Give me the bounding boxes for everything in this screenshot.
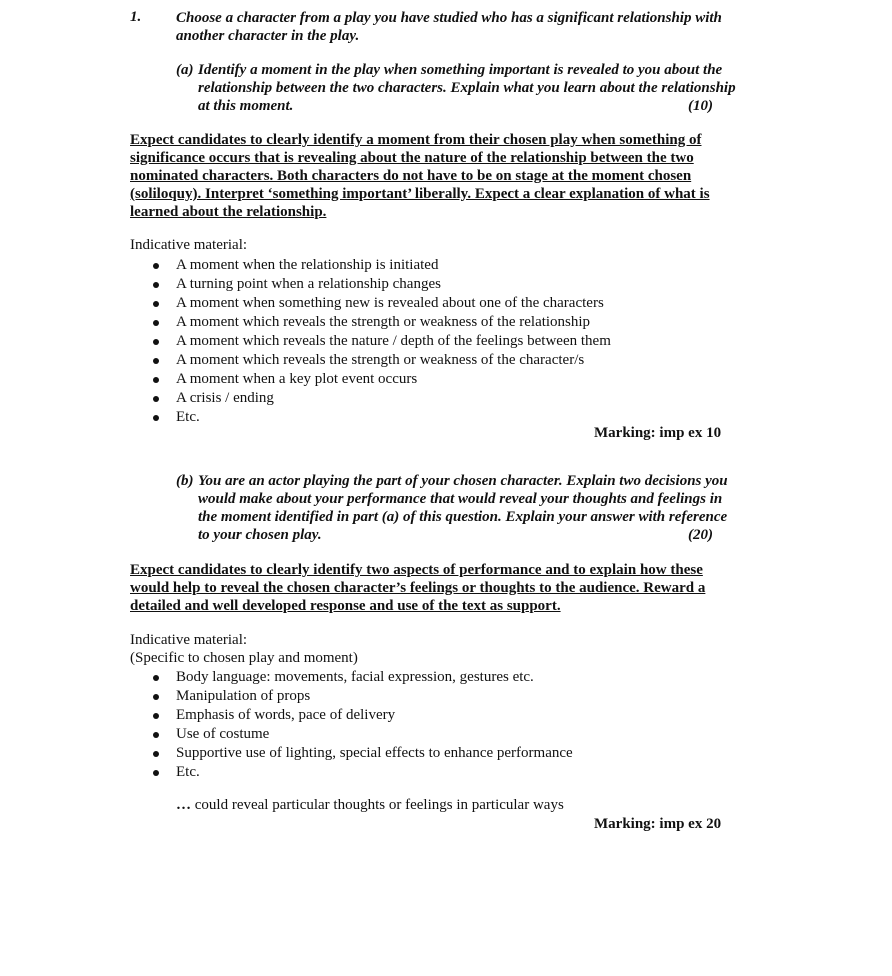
part-a-label: (a) [176, 62, 194, 78]
list-item: A moment which reveals the nature / depth of the feelings between them [150, 332, 611, 351]
bullet-icon [153, 301, 159, 307]
question-text [176, 9, 776, 45]
part-a-marks: (10) [688, 98, 713, 114]
list-item: A moment when something new is revealed about one of the characters [150, 294, 611, 313]
part-a-line: at this moment. [198, 98, 294, 114]
expectation-b [130, 561, 750, 615]
list-item: Use of costume [150, 725, 573, 744]
part-b-line: You are an actor playing the part of your chosen character. Explain two decisions you [198, 473, 728, 489]
question-number: 1. [130, 9, 142, 25]
list-item: Body language: movements, facial expression, gestures etc. [150, 668, 573, 687]
part-a-text [198, 61, 764, 115]
part-b-line: to your chosen play. [198, 527, 322, 543]
expectation-line: Expect candidates to clearly identify a moment from their chosen play when something of [130, 132, 702, 148]
bullet-icon [153, 396, 159, 402]
bullet-icon [153, 377, 159, 383]
indicative-subheading-b: (Specific to chosen play and moment) [130, 650, 358, 666]
indicative-heading-b: Indicative material: [130, 632, 248, 648]
indicative-list-a [150, 256, 611, 427]
list-item: Manipulation of props [150, 687, 573, 706]
bullet-icon [153, 282, 159, 288]
list-item: A turning point when a relationship changes [150, 275, 611, 294]
bullet-icon [153, 358, 159, 364]
bullet-icon [153, 263, 159, 269]
expectation-a [130, 131, 750, 221]
bullet-icon [153, 320, 159, 326]
part-b-line: would make about your performance that would reveal your thoughts and feelings in [198, 491, 723, 507]
part-b-label: (b) [176, 473, 194, 489]
expectation-line: nominated characters. Both characters do not have to be on stage at the moment chosen [130, 168, 692, 184]
closing-note [176, 797, 564, 814]
bullet-icon [153, 770, 159, 776]
expectation-line: learned about the relationship. [130, 204, 327, 220]
part-b-line: the moment identified in part (a) of this question. Explain your answer with reference [198, 509, 728, 525]
marking-a: Marking: imp ex 10 [594, 425, 722, 441]
bullet-icon [153, 675, 159, 681]
bullet-icon [153, 713, 159, 719]
expectation-line: would help to reveal the chosen character’s feelings or thoughts to the audience. Reward a [130, 580, 706, 596]
list-item: Etc. [150, 763, 573, 782]
list-item: A moment which reveals the strength or weakness of the relationship [150, 313, 611, 332]
part-a-line: Identify a moment in the play when something important is revealed to you about the [198, 62, 723, 78]
list-item: A moment when a key plot event occurs [150, 370, 611, 389]
part-a-line: relationship between the two characters. Explain what you learn about the relationship [198, 80, 736, 96]
question-line: Choose a character from a play you have studied who has a significant relationship with [176, 10, 722, 26]
expectation-line: Expect candidates to clearly identify two aspects of performance and to explain how these [130, 562, 703, 578]
expectation-line: (soliloquy). Interpret ‘something important’ liberally. Expect a clear explanation of what is [130, 186, 710, 202]
bullet-icon [153, 751, 159, 757]
bullet-icon [153, 415, 159, 421]
expectation-line: detailed and well developed response and use of the text as support. [130, 598, 561, 614]
indicative-heading-a: Indicative material: [130, 237, 248, 253]
list-item: A moment which reveals the strength or weakness of the character/s [150, 351, 611, 370]
list-item: A moment when the relationship is initiated [150, 256, 611, 275]
part-b-marks: (20) [688, 527, 713, 543]
part-b-text [198, 472, 764, 544]
bullet-icon [153, 732, 159, 738]
indicative-list-b [150, 668, 573, 782]
list-item: Emphasis of words, pace of delivery [150, 706, 573, 725]
expectation-line: significance occurs that is revealing about the nature of the relationship between the two [130, 150, 694, 166]
closing-text: could reveal particular thoughts or feelings in particular ways [191, 797, 564, 813]
marking-b: Marking: imp ex 20 [594, 816, 722, 832]
list-item: A crisis / ending [150, 389, 611, 408]
ellipsis: … [176, 797, 191, 813]
bullet-icon [153, 694, 159, 700]
bullet-icon [153, 339, 159, 345]
question-line: another character in the play. [176, 28, 360, 44]
list-item: Supportive use of lighting, special effects to enhance performance [150, 744, 573, 763]
list-item: Etc. [150, 408, 611, 427]
